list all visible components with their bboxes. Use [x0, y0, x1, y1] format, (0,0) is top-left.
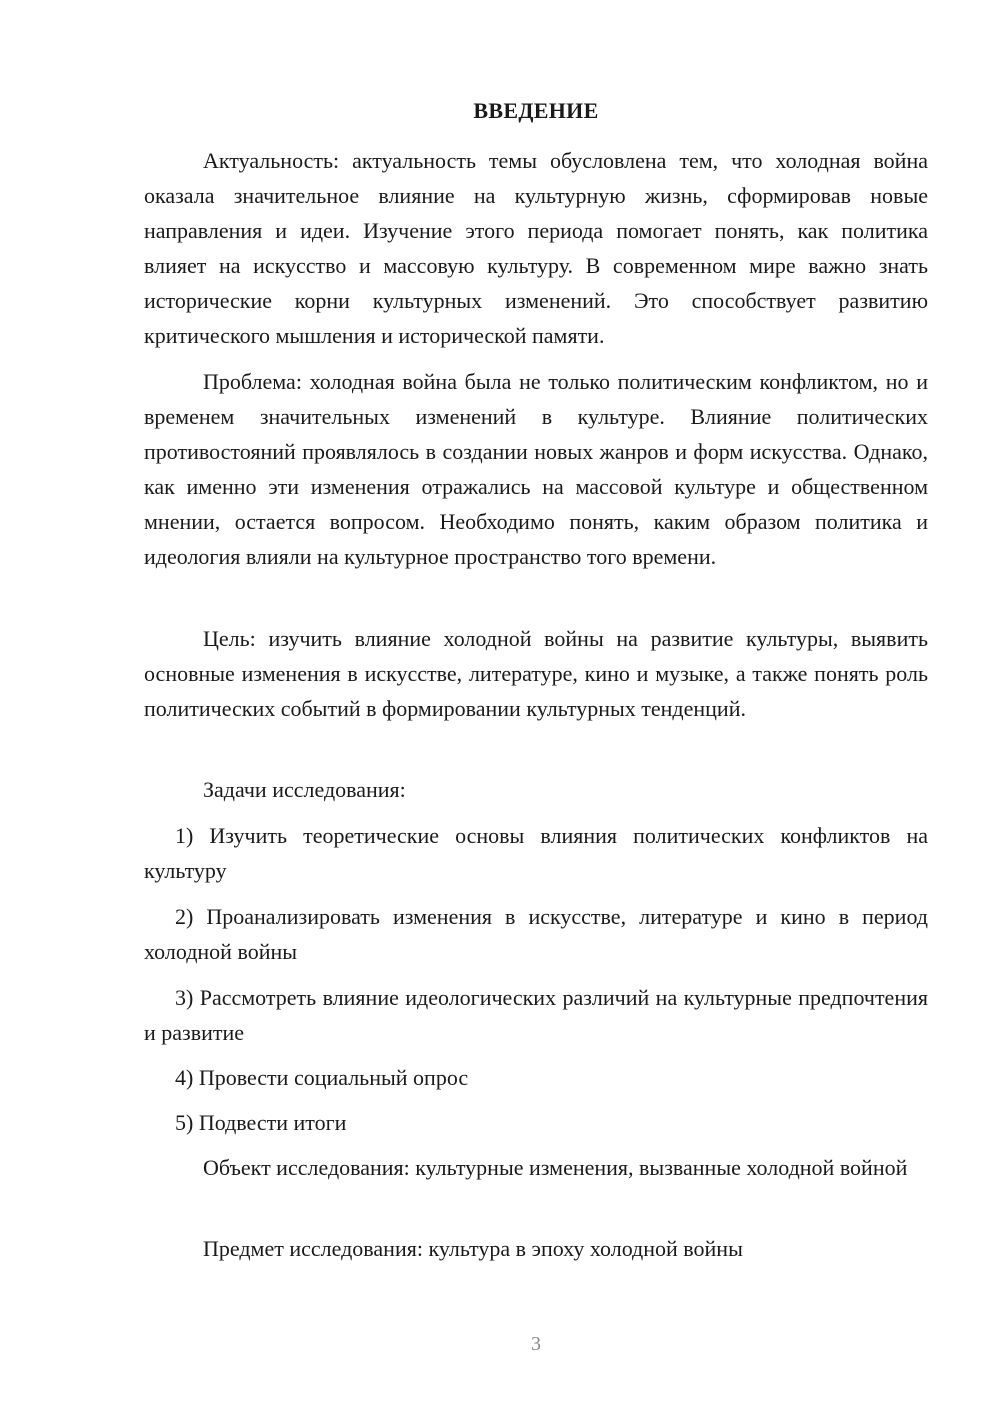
relevance-paragraph: Актуальность: актуальность темы обусловлена тем, что холодная война оказала значительное влияние на культурную жизнь, сформировав новые направления и идеи. Изучение этого периода помогает понять, как политика влияет на искусство и массовую культуру. В современном мире важно знать исторические корни культурных изменений. Это способствует развитию критического мышления и исторической памяти.	[144, 148, 928, 348]
task-item: 3) Рассмотреть влияние идеологических различий на культурные предпочтения и развитие	[144, 985, 928, 1045]
page-title: ВВЕДЕНИЕ	[473, 98, 599, 123]
task-item: 1) Изучить теоретические основы влияния политических конфликтов на культуру	[144, 823, 928, 883]
research-object-paragraph: Объект исследования: культурные изменения, вызванные холодной войной	[203, 1155, 908, 1180]
research-subject-paragraph: Предмет исследования: культура в эпоху холодной войны	[203, 1236, 743, 1261]
page-number: 3	[531, 1333, 541, 1355]
goal-paragraph: Цель: изучить влияние холодной войны на развитие культуры, выявить основные изменения в искусстве, литературе, кино и музыке, а также понять роль политических событий в формировании культурных тенденций.	[144, 626, 928, 721]
problem-paragraph: Проблема: холодная война была не только политическим конфликтом, но и временем значительных изменений в культуре. Влияние политических противостояний проявлялось в создании новых жанров и форм искусства. Однако, как именно эти изменения отражались на массовой культуре и общественном мнении, остается вопросом. Необходимо понять, каким образом политика и идеология влияли на культурное пространство того времени.	[144, 369, 928, 569]
task-item: 5) Подвести итоги	[175, 1110, 347, 1135]
tasks-heading: Задачи исследования:	[203, 777, 406, 802]
task-item: 2) Проанализировать изменения в искусстве, литературе и кино в период холодной войны	[144, 904, 928, 964]
task-item: 4) Провести социальный опрос	[175, 1065, 469, 1090]
